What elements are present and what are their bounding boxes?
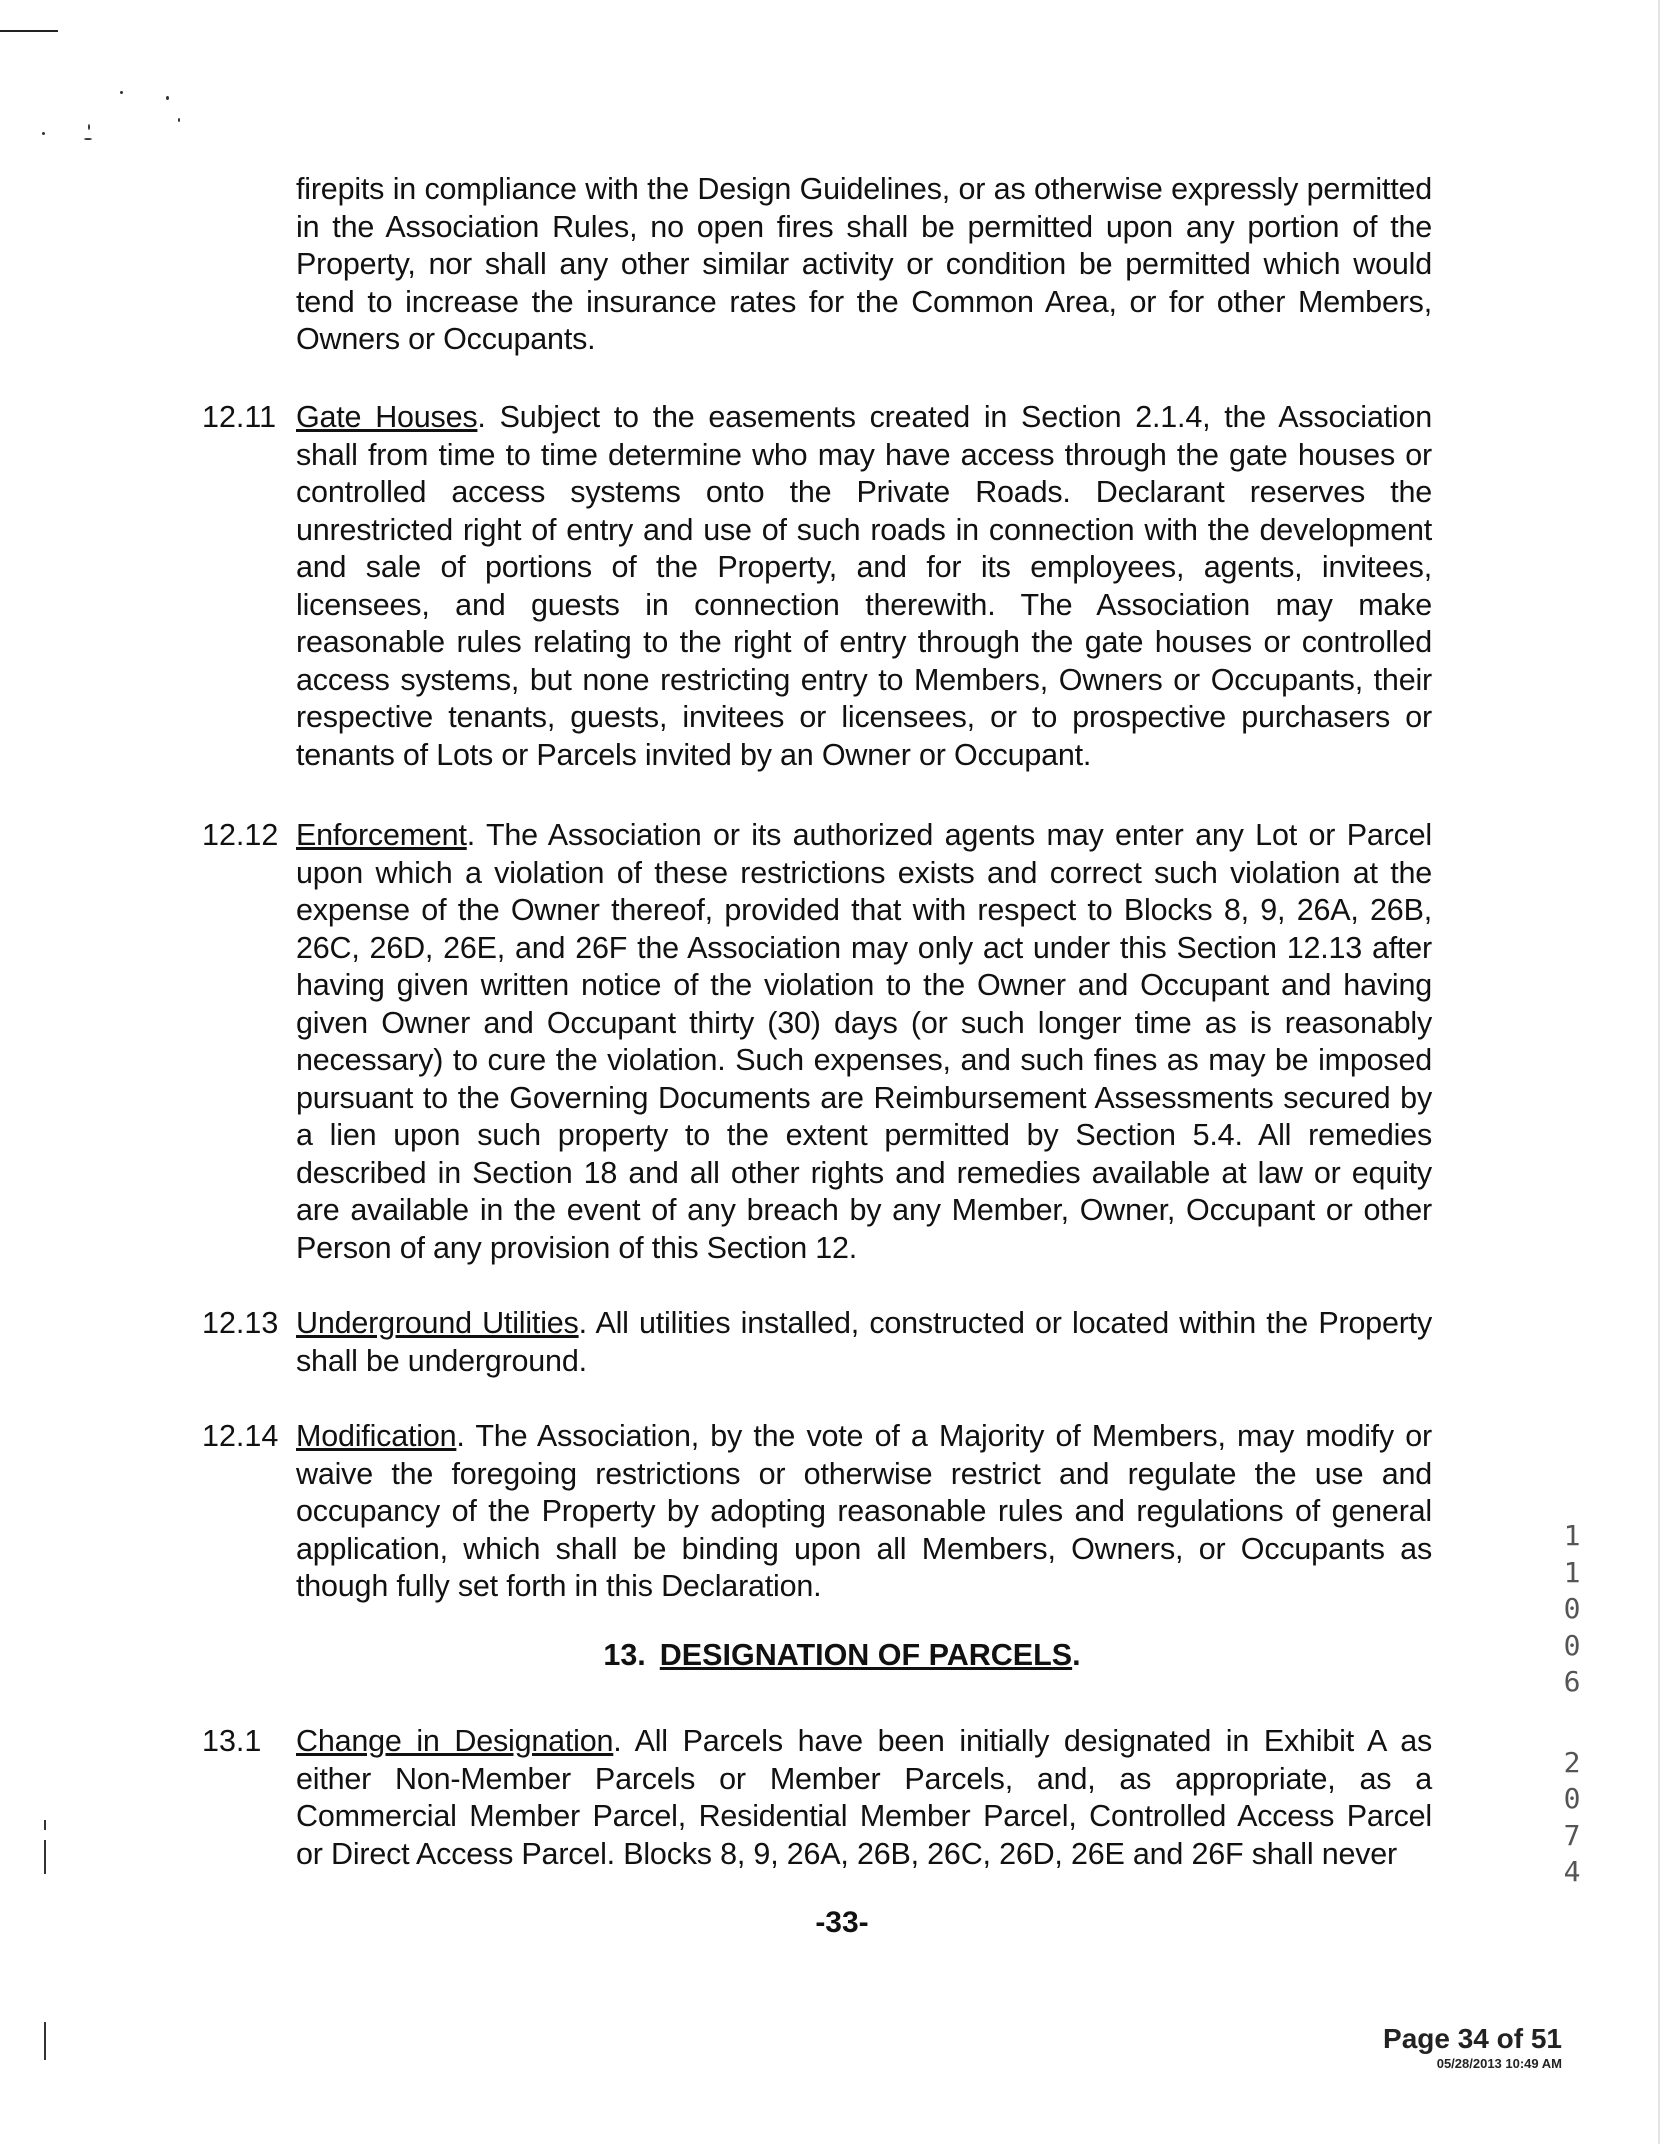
- section-12-13-paragraph: [296, 1305, 1432, 1380]
- stamp-gap: [1560, 1701, 1584, 1745]
- section-title: Gate Houses: [296, 400, 478, 434]
- stamp-digit: 6: [1563, 1665, 1581, 1698]
- scan-speck: [120, 91, 123, 94]
- print-timestamp: 05/28/2013 10:49 AM: [1436, 2056, 1562, 2071]
- scan-edge-line: [0, 30, 58, 32]
- section-title: Underground Utilities: [296, 1306, 579, 1340]
- scan-mark: [44, 1840, 46, 1874]
- page-counter: Page 34 of 51: [1383, 2023, 1562, 2054]
- section-number: 13.1: [202, 1724, 262, 1758]
- section-12-11-paragraph: [296, 399, 1432, 774]
- section-number: 12.11: [202, 400, 277, 434]
- section-body: . The Association or its authorized agents may enter any Lot or Parcel upon which a violation of these restrictions exists and correct such violation at the expense of the Owner thereof, provided that with respect to Blocks 8, 9, 26A, 26B, 26C, 26D, 26E, and 26F the Association may only act under this Section 12.13 after having given written notice of the violation to the Owner and Occupant and having given Owner and Occupant thirty (30) days (or such longer time as is reasonably necessary) to cure the violation. Such expenses, and such fines as may be imposed pursuant to the Governing Documents are Reimbursement Assessments secured by a lien upon such property to the extent permitted by Section 5.4. All remedies described in Section 18 and all other rights and remedies available at law or equity are available in the event of any breach by any Member, Owner, Occupant or other Person of any provision of this Section 12.: [296, 818, 1432, 1265]
- scan-speck: [84, 138, 92, 140]
- scan-speck: [166, 96, 169, 100]
- section-12-12-paragraph: [296, 817, 1432, 1267]
- section-13-heading: [0, 1637, 1664, 1675]
- section-title: Change in Designation: [296, 1724, 614, 1758]
- section-number: 12.12: [202, 818, 279, 852]
- stamp-digit: 1: [1563, 1555, 1581, 1589]
- recording-number-stamp: [1560, 1518, 1584, 1891]
- section-body: . All Parcels have been initially designated in Exhibit A as either Non-Member Parcels or Member Parcels, and, as appropriate, as a Commercial Member Parcel, Residential Member Parcel, Controlled Access Parcel or Direct Access Parcel. Blocks 8, 9, 26A, 26B, 26C, 26D, 26E and 26F shall never: [296, 1724, 1433, 1871]
- heading-period: .: [1072, 1638, 1081, 1672]
- scan-mark: [44, 1820, 46, 1830]
- stamp-digit: 4: [1563, 1855, 1581, 1888]
- scan-mark: [44, 2022, 46, 2060]
- section-body: . Subject to the easements created in Section 2.1.4, the Association shall from time to time determine who may have access through the gate houses or controlled access systems onto the Private Roads. Declarant reserves the unrestricted right of entry and use of such roads in connection with the development and sale of portions of the Property, and for its employees, agents, invitees, licensees, and guests in connection therewith. The Association may make reasonable rules relating to the right of entry through the gate houses or controlled access systems, but none restricting entry to Members, Owners or Occupants, their respective tenants, guests, invitees or licensees, or to prospective purchasers or tenants of Lots or Parcels invited by an Owner or Occupant.: [296, 400, 1433, 772]
- scan-speck: [88, 124, 90, 130]
- heading-number: 13.: [603, 1638, 646, 1672]
- stamp-digit: 7: [1563, 1818, 1581, 1852]
- scan-speck: [178, 118, 180, 122]
- section-number: 12.13: [202, 1306, 279, 1340]
- scan-right-edge: [1658, 0, 1660, 2144]
- section-number: 12.14: [202, 1419, 279, 1453]
- section-body: . The Association, by the vote of a Majority of Members, may modify or waive the foregoing restrictions or otherwise restrict and regulate the use and occupancy of the Property by adopting reasonable rules and regulations of general application, which shall be binding upon all Members, Owners, or Occupants as though fully set forth in this Declaration.: [296, 1419, 1432, 1603]
- stamp-digit: 1: [1563, 1519, 1581, 1552]
- stamp-digit: 0: [1563, 1782, 1581, 1815]
- page-folio: -33-: [815, 1906, 869, 1939]
- heading-title: DESIGNATION OF PARCELS: [659, 1638, 1073, 1672]
- scan-speck: [42, 132, 45, 135]
- section-body: . All utilities installed, constructed or located within the Property shall be underground.: [296, 1306, 1432, 1378]
- stamp-digit: 0: [1563, 1628, 1581, 1662]
- stamp-digit: 2: [1563, 1745, 1581, 1779]
- section-13-1-paragraph: [296, 1723, 1432, 1873]
- section-12-14-paragraph: [296, 1418, 1432, 1606]
- section-title: Modification: [296, 1419, 457, 1453]
- section-title: Enforcement: [296, 818, 467, 852]
- continuation-paragraph: firepits in compliance with the Design Guidelines, or as otherwise expressly permitted in the Association Rules, no open fires shall be permitted upon any portion of the Property, nor shall any other similar activity or condition be permitted which would tend to increase the insurance rates for the Common Area, or for other Members, Owners or Occupants.: [296, 172, 1432, 356]
- stamp-digit: 0: [1563, 1592, 1581, 1625]
